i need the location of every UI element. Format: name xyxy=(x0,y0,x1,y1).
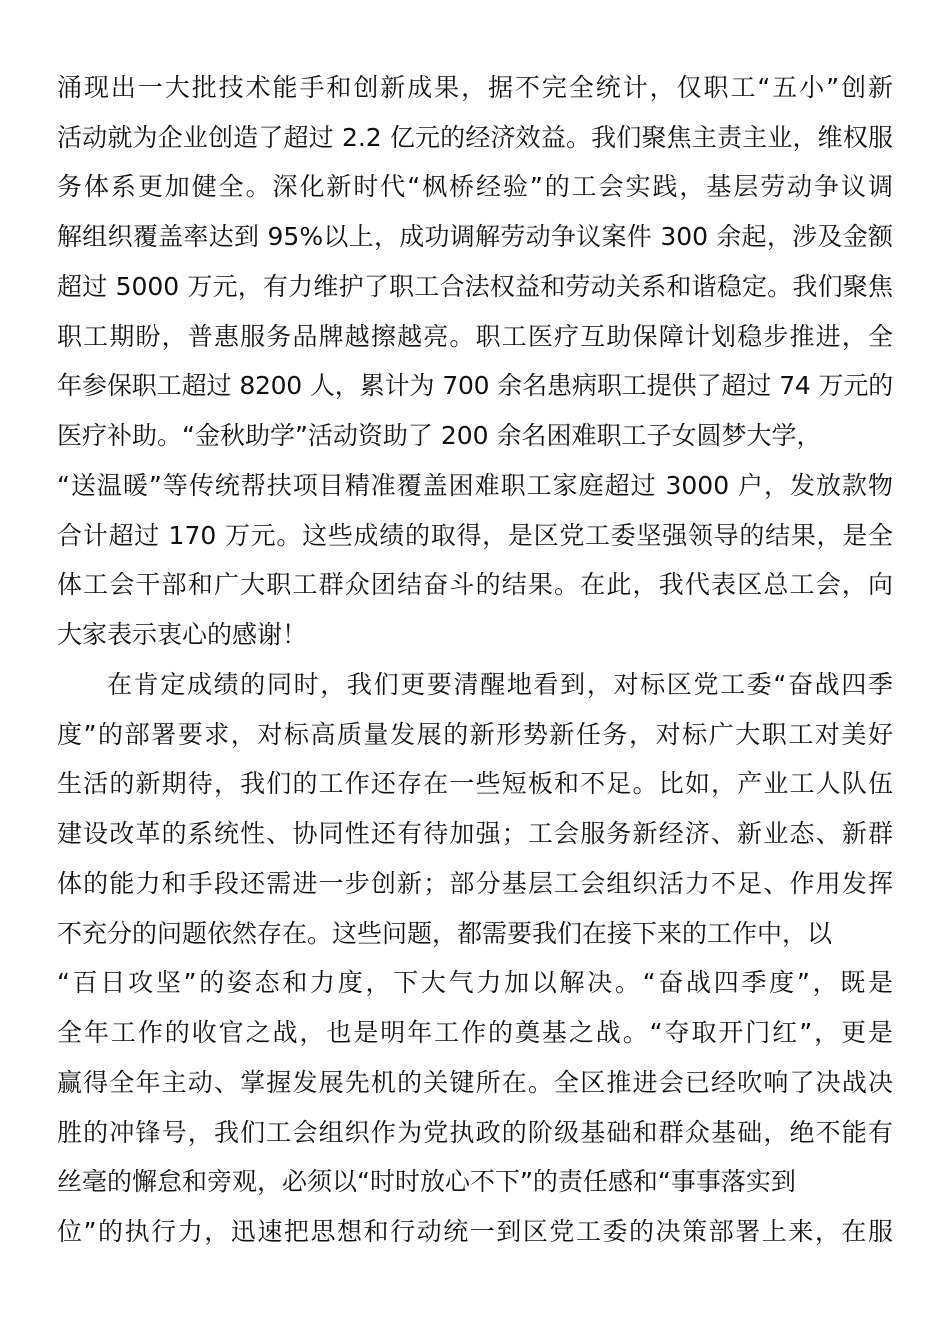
text-line: 生活的新期待，我们的工作还存在一些短板和不足。比如，产业工人队伍 xyxy=(57,769,893,798)
text-line: 体工会干部和广大职工群众团结奋斗的结果。在此，我代表区总工会，向 xyxy=(57,570,893,599)
text-line: 活动就为企业创造了超过 2.2 亿元的经济效益。我们聚焦主责主业，维权服 xyxy=(57,123,893,152)
text-line: 不充分的问题依然存在。这些问题，都需要我们在接下来的工作中，以 xyxy=(57,919,833,948)
text-line: 超过 5000 万元，有力维护了职工合法权益和劳动关系和谐稳定。我们聚焦 xyxy=(57,272,893,301)
text-line: 解组织覆盖率达到 95%以上，成功调解劳动争议案件 300 余起，涉及金额 xyxy=(57,222,893,251)
text-line: 体的能力和手段还需进一步创新；部分基层工会组织活力不足、作用发挥 xyxy=(57,869,893,898)
text-line: 职工期盼，普惠服务品牌越擦越亮。职工医疗互助保障计划稳步推进，全 xyxy=(57,322,893,351)
text-line: 务体系更加健全。深化新时代“枫桥经验”的工会实践，基层劳动争议调 xyxy=(57,172,893,201)
text-line: 医疗补助。“金秋助学”活动资助了 200 余名困难职工子女圆梦大学， xyxy=(57,421,822,450)
text-line: 度”的部署要求，对标高质量发展的新形势新任务，对标广大职工对美好 xyxy=(57,720,893,749)
text-line: 胜的冲锋号，我们工会组织作为党执政的阶级基础和群众基础，绝不能有 xyxy=(57,1118,893,1147)
text-line: 涌现出一大批技术能手和创新成果，据不完全统计，仅职工“五小”创新 xyxy=(57,73,893,102)
text-line: 全年工作的收官之战，也是明年工作的奠基之战。“夺取开门红”，更是 xyxy=(57,1018,893,1047)
text-line: “百日攻坚”的姿态和力度，下大气力加以解决。“奋战四季度”，既是 xyxy=(57,968,893,997)
text-line: 年参保职工超过 8200 人，累计为 700 余名患病职工提供了超过 74 万元的 xyxy=(57,371,893,400)
text-line: 合计超过 170 万元。这些成绩的取得，是区党工委坚强领导的结果，是全 xyxy=(57,521,893,550)
paragraph-first-line: 在肯定成绩的同时，我们更要清醒地看到，对标区党工委“奋战四季 xyxy=(107,670,893,699)
text-line: 赢得全年主动、掌握发展先机的关键所在。全区推进会已经吹响了决战决 xyxy=(57,1068,893,1097)
text-line: “送温暖”等传统帮扶项目精准覆盖困难职工家庭超过 3000 户，发放款物 xyxy=(57,471,893,500)
text-line: 丝毫的懈怠和旁观，必须以“时时放心不下”的责任感和“事事落实到 xyxy=(57,1167,796,1196)
text-line: 建设改革的系统性、协同性还有待加强；工会服务新经济、新业态、新群 xyxy=(57,819,893,848)
text-line: 大家表示衷心的感谢！ xyxy=(57,620,308,649)
text-line: 位”的执行力，迅速把思想和行动统一到区党工委的决策部署上来，在服 xyxy=(57,1217,893,1246)
